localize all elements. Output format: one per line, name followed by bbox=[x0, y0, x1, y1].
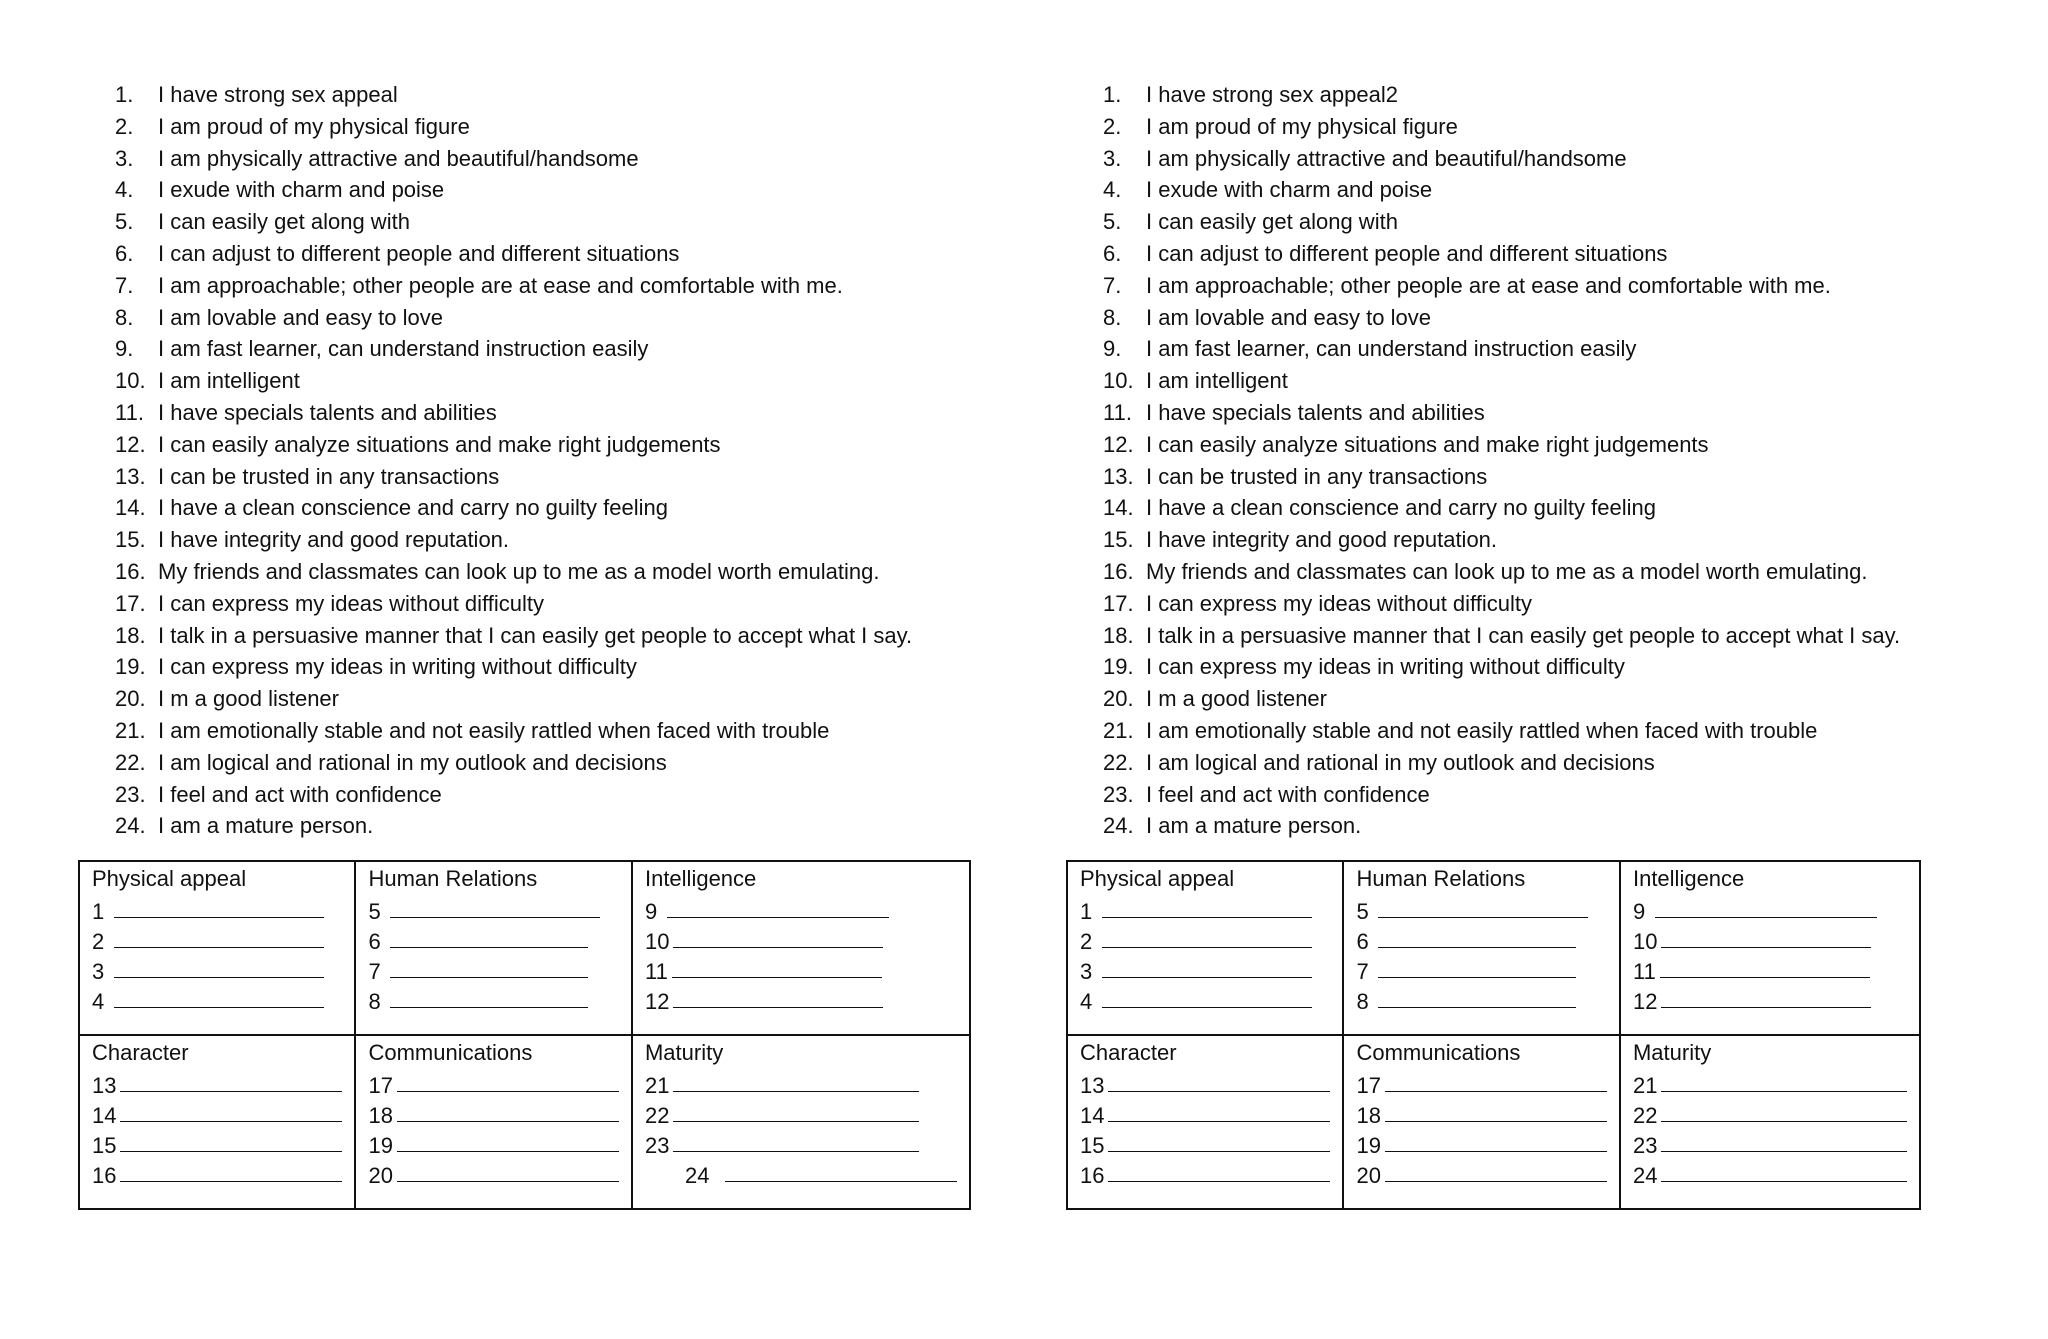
statement-item: 21. I am emotionally stable and not easily rattled when faced with trouble bbox=[1103, 717, 1818, 743]
answer-blank[interactable]: 16 bbox=[1080, 1158, 1330, 1188]
statement-item: 11. I have specials talents and abilities bbox=[1103, 399, 1485, 425]
statement-item: 14. I have a clean conscience and carry no guilty feeling bbox=[115, 495, 668, 521]
answer-blank[interactable]: 22 bbox=[645, 1098, 957, 1128]
statement-item: 12. I can easily analyze situations and make right judgements bbox=[1103, 431, 1709, 457]
answer-blank[interactable]: 21 bbox=[1633, 1068, 1907, 1098]
category-title: Maturity bbox=[1632, 1040, 1712, 1065]
statement-item: 12. I can easily analyze situations and make right judgements bbox=[115, 431, 721, 457]
statement-item: 3. I am physically attractive and beautiful/handsome bbox=[115, 145, 639, 171]
answer-blank[interactable]: 13 bbox=[92, 1068, 342, 1098]
category-cell bbox=[79, 1035, 355, 1209]
answer-blank[interactable]: 8 bbox=[368, 984, 618, 1014]
statement-item: 4. I exude with charm and poise bbox=[115, 177, 445, 203]
answer-blank[interactable]: 9 bbox=[1633, 894, 1907, 924]
answer-blank[interactable]: 24 bbox=[1633, 1158, 1907, 1188]
statement-item: 10. I am intelligent bbox=[1103, 368, 1288, 394]
statement-item: 2. I am proud of my physical figure bbox=[115, 113, 470, 139]
statement-item: 18. I talk in a persuasive manner that I can easily get people to accept what I say. bbox=[1103, 622, 1901, 648]
statement-item: 1. I have strong sex appeal2 bbox=[1103, 82, 1398, 107]
statement-item: 10. I am intelligent bbox=[115, 368, 300, 394]
statement-item: 17. I can express my ideas without difficulty bbox=[1103, 590, 1532, 616]
statement-item: 18. I talk in a persuasive manner that I can easily get people to accept what I say. bbox=[115, 622, 913, 648]
answer-blank[interactable]: 18 bbox=[368, 1098, 618, 1128]
category-title: Character bbox=[1080, 1040, 1177, 1065]
category-title: Human Relations bbox=[1356, 866, 1526, 891]
statement-item: 8. I am lovable and easy to love bbox=[1103, 304, 1431, 330]
answer-blank[interactable]: 1 bbox=[1080, 894, 1330, 924]
statement-item: 17. I can express my ideas without difficulty bbox=[115, 590, 544, 616]
statement-item: 6. I can adjust to different people and different situations bbox=[1103, 240, 1668, 266]
answer-blank[interactable]: 8 bbox=[1356, 984, 1606, 1014]
statement-item: 6. I can adjust to different people and different situations bbox=[115, 240, 680, 266]
answer-grid bbox=[1066, 860, 1921, 1210]
statement-item: 7. I am approachable; other people are at ease and comfortable with me. bbox=[1103, 272, 1831, 298]
statement-item: 21. I am emotionally stable and not easily rattled when faced with trouble bbox=[115, 717, 830, 743]
category-title: Human Relations bbox=[368, 866, 538, 891]
answer-blank[interactable]: 20 bbox=[1356, 1158, 1606, 1188]
category-cell bbox=[79, 861, 355, 1035]
answer-blank[interactable]: 6 bbox=[1356, 924, 1606, 954]
category-cell bbox=[1343, 861, 1619, 1035]
answer-blank[interactable]: 11 bbox=[645, 954, 957, 984]
answer-blank[interactable]: 2 bbox=[1080, 924, 1330, 954]
answer-blank[interactable]: 14 bbox=[1080, 1098, 1330, 1128]
answer-blank[interactable]: 2 bbox=[92, 924, 342, 954]
answer-blank[interactable]: 7 bbox=[368, 954, 618, 984]
statement-item: 5. I can easily get along with bbox=[115, 209, 410, 235]
statement-list bbox=[1103, 79, 1900, 842]
category-title: Physical appeal bbox=[1080, 866, 1235, 891]
statement-item: 19. I can express my ideas in writing without difficulty bbox=[1103, 654, 1625, 680]
statement-item: 22. I am logical and rational in my outlook and decisions bbox=[1103, 749, 1655, 775]
answer-blank[interactable]: 10 bbox=[1633, 924, 1907, 954]
statement-item: 7. I am approachable; other people are at ease and comfortable with me. bbox=[115, 272, 843, 298]
category-cell bbox=[355, 1035, 631, 1209]
answer-blank[interactable]: 16 bbox=[92, 1158, 342, 1188]
statement-item: 4. I exude with charm and poise bbox=[1103, 177, 1433, 203]
statement-item: 14. I have a clean conscience and carry no guilty feeling bbox=[1103, 495, 1656, 521]
category-cell bbox=[1620, 861, 1920, 1035]
statement-item: 22. I am logical and rational in my outlook and decisions bbox=[115, 749, 667, 775]
statement-item: 1. I have strong sex appeal bbox=[115, 82, 398, 107]
answer-blank[interactable]: 20 bbox=[368, 1158, 618, 1188]
statement-list bbox=[115, 79, 912, 842]
statement-item: 20. I m a good listener bbox=[1103, 686, 1327, 712]
answer-blank[interactable]: 19 bbox=[1356, 1128, 1606, 1158]
statement-item: 19. I can express my ideas in writing without difficulty bbox=[115, 654, 637, 680]
category-title: Communications bbox=[1356, 1040, 1521, 1065]
statement-item: 24. I am a mature person. bbox=[1103, 813, 1362, 839]
category-cell bbox=[355, 861, 631, 1035]
statement-item: 3. I am physically attractive and beautiful/handsome bbox=[1103, 145, 1627, 171]
statement-item: 15. I have integrity and good reputation. bbox=[115, 527, 510, 553]
statement-item: 15. I have integrity and good reputation. bbox=[1103, 527, 1498, 553]
answer-blank[interactable]: 11 bbox=[1633, 954, 1907, 984]
answer-blank[interactable]: 6 bbox=[368, 924, 618, 954]
answer-blank[interactable]: 19 bbox=[368, 1128, 618, 1158]
answer-blank[interactable]: 3 bbox=[92, 954, 342, 984]
answer-blank[interactable]: 21 bbox=[645, 1068, 957, 1098]
statement-item: 16. My friends and classmates can look up to me as a model worth emulating. bbox=[115, 558, 880, 584]
answer-blank[interactable]: 10 bbox=[645, 924, 957, 954]
category-title: Intelligence bbox=[644, 866, 757, 891]
category-cell bbox=[1620, 1035, 1920, 1209]
statement-item: 9. I am fast learner, can understand instruction easily bbox=[1103, 336, 1637, 362]
answer-blank[interactable]: 17 bbox=[368, 1068, 618, 1098]
statement-item: 16. My friends and classmates can look up to me as a model worth emulating. bbox=[1103, 558, 1868, 584]
statement-item: 13. I can be trusted in any transactions bbox=[1103, 463, 1488, 489]
answer-blank[interactable]: 23 bbox=[1633, 1128, 1907, 1158]
category-cell bbox=[632, 861, 970, 1035]
statement-item: 9. I am fast learner, can understand instruction easily bbox=[115, 336, 649, 362]
statement-item: 13. I can be trusted in any transactions bbox=[115, 463, 500, 489]
category-cell bbox=[632, 1035, 970, 1209]
answer-blank[interactable]: 3 bbox=[1080, 954, 1330, 984]
statement-item: 5. I can easily get along with bbox=[1103, 209, 1398, 235]
category-title: Intelligence bbox=[1632, 866, 1745, 891]
statement-item: 11. I have specials talents and abilities bbox=[115, 399, 497, 425]
answer-blank[interactable]: 24 bbox=[645, 1158, 957, 1188]
statement-item: 23. I feel and act with confidence bbox=[1103, 781, 1430, 807]
answer-blank[interactable]: 22 bbox=[1633, 1098, 1907, 1128]
answer-blank[interactable]: 12 bbox=[1633, 984, 1907, 1014]
answer-blank[interactable]: 12 bbox=[645, 984, 957, 1014]
answer-blank[interactable]: 9 bbox=[645, 894, 957, 924]
answer-blank[interactable]: 23 bbox=[645, 1128, 957, 1158]
category-title: Maturity bbox=[644, 1040, 724, 1065]
answer-blank[interactable]: 4 bbox=[1080, 984, 1330, 1014]
statement-item: 20. I m a good listener bbox=[115, 686, 339, 712]
category-title: Character bbox=[92, 1040, 189, 1065]
answer-blank[interactable]: 13 bbox=[1080, 1068, 1330, 1098]
answer-blank[interactable]: 7 bbox=[1356, 954, 1606, 984]
answer-blank[interactable]: 18 bbox=[1356, 1098, 1606, 1128]
answer-blank[interactable]: 17 bbox=[1356, 1068, 1606, 1098]
answer-blank[interactable]: 15 bbox=[92, 1128, 342, 1158]
answer-blank[interactable]: 5 bbox=[1356, 894, 1606, 924]
statement-item: 2. I am proud of my physical figure bbox=[1103, 113, 1458, 139]
category-cell bbox=[1067, 1035, 1343, 1209]
answer-blank[interactable]: 5 bbox=[368, 894, 618, 924]
answer-blank[interactable]: 14 bbox=[92, 1098, 342, 1128]
answer-blank[interactable]: 4 bbox=[92, 984, 342, 1014]
answer-blank[interactable]: 1 bbox=[92, 894, 342, 924]
statement-item: 8. I am lovable and easy to love bbox=[115, 304, 443, 330]
statement-item: 23. I feel and act with confidence bbox=[115, 781, 442, 807]
answer-grid bbox=[78, 860, 971, 1210]
answer-blank[interactable]: 15 bbox=[1080, 1128, 1330, 1158]
category-cell bbox=[1343, 1035, 1619, 1209]
statement-item: 24. I am a mature person. bbox=[115, 813, 374, 839]
category-cell bbox=[1067, 861, 1343, 1035]
category-title: Communications bbox=[368, 1040, 533, 1065]
category-title: Physical appeal bbox=[92, 866, 247, 891]
